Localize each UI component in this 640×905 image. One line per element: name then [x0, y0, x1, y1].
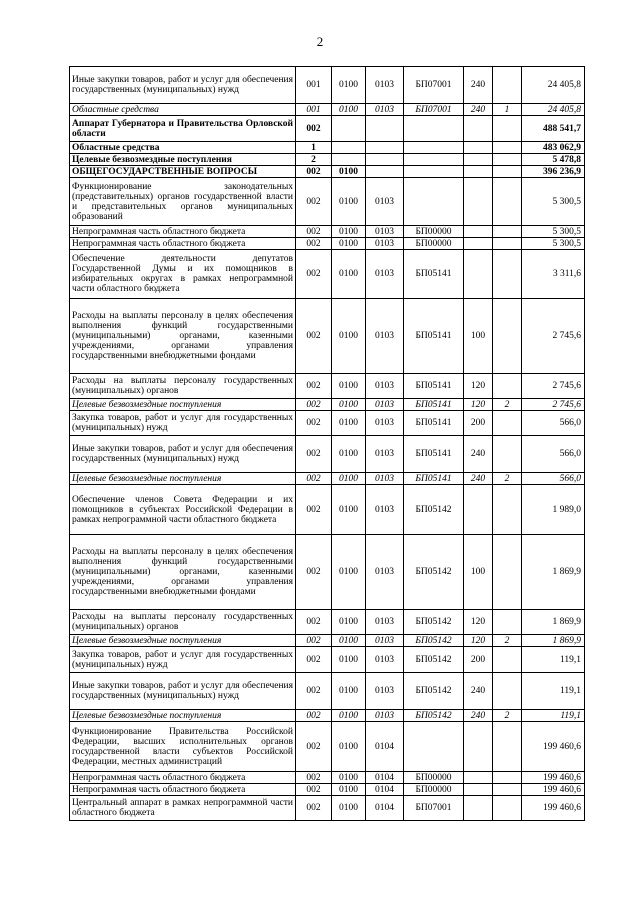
cell-admin: 002: [296, 473, 332, 485]
cell-section: 0100: [332, 238, 366, 250]
cell-source: 2: [493, 399, 522, 411]
cell-section: 0100: [332, 374, 366, 399]
cell-amount: 483 062,9: [522, 142, 585, 154]
cell-target: БП05142: [404, 635, 464, 647]
cell-name: Целевые безвозмездные поступления: [70, 635, 296, 647]
cell-section: 0100: [332, 535, 366, 610]
cell-expense-type: 120: [464, 399, 493, 411]
cell-admin: 002: [296, 647, 332, 673]
cell-name: Областные средства: [70, 142, 296, 154]
cell-amount: 119,1: [522, 710, 585, 722]
cell-amount: 3 311,6: [522, 250, 585, 299]
cell-admin: 002: [296, 772, 332, 784]
cell-amount: 488 541,7: [522, 116, 585, 142]
cell-amount: 119,1: [522, 647, 585, 673]
cell-admin: 002: [296, 784, 332, 796]
cell-subsection: 0103: [366, 535, 404, 610]
cell-expense-type: 240: [464, 436, 493, 473]
table-row: [70, 250, 585, 299]
cell-expense-type: 240: [464, 104, 493, 116]
cell-name: Обеспечение членов Совета Федерации и их помощников в субъектах Российской Федерации в рамках непрограммной части областного бюджета: [70, 485, 296, 535]
cell-source: [493, 154, 522, 166]
cell-target: БП05142: [404, 535, 464, 610]
cell-target: БП05142: [404, 485, 464, 535]
cell-target: БП00000: [404, 772, 464, 784]
table-row: [70, 784, 585, 796]
cell-admin: 001: [296, 104, 332, 116]
table-row: [70, 647, 585, 673]
cell-target: БП07001: [404, 104, 464, 116]
cell-section: 0100: [332, 166, 366, 178]
cell-amount: 566,0: [522, 411, 585, 436]
cell-subsection: 0103: [366, 67, 404, 104]
cell-subsection: 0104: [366, 796, 404, 821]
cell-subsection: 0103: [366, 710, 404, 722]
table-row: [70, 116, 585, 142]
cell-admin: 2: [296, 154, 332, 166]
cell-subsection: 0103: [366, 647, 404, 673]
cell-subsection: [366, 116, 404, 142]
cell-subsection: 0103: [366, 104, 404, 116]
cell-subsection: 0103: [366, 374, 404, 399]
cell-section: [332, 142, 366, 154]
cell-admin: 002: [296, 238, 332, 250]
cell-amount: 5 300,5: [522, 226, 585, 238]
cell-target: БП00000: [404, 238, 464, 250]
cell-admin: 002: [296, 116, 332, 142]
table-row: [70, 436, 585, 473]
cell-source: 2: [493, 710, 522, 722]
cell-target: БП07001: [404, 67, 464, 104]
cell-target: БП05141: [404, 399, 464, 411]
cell-subsection: [366, 154, 404, 166]
cell-name: Функционирование законодательных (представительных) органов государственной власти и представительных органов муниципальных образований: [70, 178, 296, 226]
cell-amount: 566,0: [522, 473, 585, 485]
cell-target: [404, 154, 464, 166]
cell-subsection: 0103: [366, 436, 404, 473]
cell-section: 0100: [332, 250, 366, 299]
cell-name: Закупка товаров, работ и услуг для государственных (муниципальных) нужд: [70, 647, 296, 673]
cell-admin: 002: [296, 796, 332, 821]
cell-admin: 002: [296, 610, 332, 635]
cell-source: [493, 299, 522, 374]
cell-source: [493, 178, 522, 226]
cell-expense-type: [464, 722, 493, 772]
cell-section: 0100: [332, 411, 366, 436]
table-row: [70, 710, 585, 722]
cell-target: БП00000: [404, 784, 464, 796]
cell-source: 2: [493, 473, 522, 485]
cell-name: ОБЩЕГОСУДАРСТВЕННЫЕ ВОПРОСЫ: [70, 166, 296, 178]
cell-target: БП05141: [404, 250, 464, 299]
cell-target: БП00000: [404, 226, 464, 238]
cell-subsection: 0103: [366, 178, 404, 226]
cell-source: [493, 796, 522, 821]
cell-subsection: 0103: [366, 411, 404, 436]
table-row: [70, 226, 585, 238]
cell-section: [332, 154, 366, 166]
cell-source: [493, 226, 522, 238]
cell-amount: 2 745,6: [522, 399, 585, 411]
cell-expense-type: [464, 772, 493, 784]
cell-section: 0100: [332, 722, 366, 772]
cell-expense-type: 100: [464, 535, 493, 610]
table-body: [70, 67, 585, 821]
cell-subsection: 0103: [366, 673, 404, 710]
cell-name: Целевые безвозмездные поступления: [70, 154, 296, 166]
cell-section: 0100: [332, 226, 366, 238]
cell-section: 0100: [332, 436, 366, 473]
table-row: [70, 154, 585, 166]
cell-target: БП05142: [404, 610, 464, 635]
cell-amount: 24 405,8: [522, 67, 585, 104]
cell-amount: 1 869,9: [522, 635, 585, 647]
table-row: [70, 411, 585, 436]
cell-source: [493, 485, 522, 535]
cell-source: [493, 647, 522, 673]
table-row: [70, 399, 585, 411]
cell-admin: 002: [296, 673, 332, 710]
cell-name: Иные закупки товаров, работ и услуг для обеспечения государственных (муниципальных) нужд: [70, 673, 296, 710]
cell-subsection: [366, 166, 404, 178]
cell-source: [493, 250, 522, 299]
cell-source: [493, 411, 522, 436]
cell-name: Иные закупки товаров, работ и услуг для обеспечения государственных (муниципальных) нужд: [70, 436, 296, 473]
cell-source: [493, 238, 522, 250]
cell-admin: 1: [296, 142, 332, 154]
cell-amount: 1 869,9: [522, 535, 585, 610]
table-row: [70, 535, 585, 610]
cell-source: [493, 166, 522, 178]
cell-name: Непрограммная часть областного бюджета: [70, 226, 296, 238]
cell-source: [493, 772, 522, 784]
cell-expense-type: [464, 142, 493, 154]
cell-section: 0100: [332, 473, 366, 485]
cell-amount: 1 989,0: [522, 485, 585, 535]
cell-subsection: 0103: [366, 635, 404, 647]
table-row: [70, 772, 585, 784]
cell-name: Целевые безвозмездные поступления: [70, 473, 296, 485]
cell-expense-type: 240: [464, 473, 493, 485]
cell-admin: 002: [296, 226, 332, 238]
cell-expense-type: 240: [464, 67, 493, 104]
cell-section: 0100: [332, 67, 366, 104]
table-row: [70, 166, 585, 178]
cell-admin: 002: [296, 635, 332, 647]
cell-expense-type: 120: [464, 635, 493, 647]
cell-source: [493, 67, 522, 104]
cell-target: [404, 142, 464, 154]
table-row: [70, 796, 585, 821]
cell-target: БП05141: [404, 299, 464, 374]
cell-admin: 002: [296, 166, 332, 178]
cell-section: 0100: [332, 673, 366, 710]
table-row: [70, 299, 585, 374]
cell-source: 1: [493, 104, 522, 116]
table-row: [70, 485, 585, 535]
cell-amount: 199 460,6: [522, 796, 585, 821]
cell-section: 0100: [332, 796, 366, 821]
cell-name: Непрограммная часть областного бюджета: [70, 784, 296, 796]
cell-name: Областные средства: [70, 104, 296, 116]
cell-expense-type: 120: [464, 374, 493, 399]
cell-amount: 5 300,5: [522, 178, 585, 226]
cell-expense-type: [464, 166, 493, 178]
cell-section: 0100: [332, 610, 366, 635]
cell-expense-type: [464, 784, 493, 796]
cell-name: Обеспечение деятельности депутатов Государственной Думы и их помощников в избирательных округах в рамках непрограммной части областного бюджета: [70, 250, 296, 299]
cell-name: Расходы на выплаты персоналу государственных (муниципальных) органов: [70, 374, 296, 399]
cell-subsection: 0103: [366, 399, 404, 411]
cell-expense-type: 200: [464, 411, 493, 436]
cell-subsection: 0104: [366, 772, 404, 784]
cell-subsection: 0103: [366, 238, 404, 250]
table-row: [70, 673, 585, 710]
cell-subsection: 0103: [366, 299, 404, 374]
cell-section: 0100: [332, 647, 366, 673]
cell-section: 0100: [332, 710, 366, 722]
cell-admin: 002: [296, 374, 332, 399]
cell-source: [493, 610, 522, 635]
cell-admin: 002: [296, 178, 332, 226]
cell-source: [493, 436, 522, 473]
cell-admin: 002: [296, 299, 332, 374]
cell-expense-type: [464, 226, 493, 238]
table-row: [70, 142, 585, 154]
cell-name: Расходы на выплаты персоналу государственных (муниципальных) органов: [70, 610, 296, 635]
cell-expense-type: [464, 178, 493, 226]
cell-name: Непрограммная часть областного бюджета: [70, 238, 296, 250]
cell-admin: 002: [296, 710, 332, 722]
cell-amount: 24 405,8: [522, 104, 585, 116]
table-row: [70, 238, 585, 250]
cell-subsection: 0103: [366, 485, 404, 535]
cell-source: [493, 722, 522, 772]
cell-amount: 566,0: [522, 436, 585, 473]
cell-section: 0100: [332, 399, 366, 411]
cell-expense-type: 200: [464, 647, 493, 673]
cell-expense-type: [464, 116, 493, 142]
cell-expense-type: 120: [464, 610, 493, 635]
cell-section: 0100: [332, 485, 366, 535]
cell-subsection: 0103: [366, 250, 404, 299]
cell-admin: 002: [296, 722, 332, 772]
cell-admin: 001: [296, 67, 332, 104]
cell-target: [404, 166, 464, 178]
cell-amount: 199 460,6: [522, 784, 585, 796]
cell-name: Расходы на выплаты персоналу в целях обеспечения выполнения функций государственными (муниципальными) органами, казенными учреждениями, органами управления государственными внебюджетными фондами: [70, 535, 296, 610]
cell-target: БП05141: [404, 473, 464, 485]
cell-subsection: 0103: [366, 473, 404, 485]
cell-expense-type: [464, 238, 493, 250]
table-row: [70, 178, 585, 226]
cell-section: 0100: [332, 784, 366, 796]
table-row: [70, 67, 585, 104]
cell-subsection: [366, 142, 404, 154]
cell-admin: 002: [296, 485, 332, 535]
cell-target: БП05141: [404, 374, 464, 399]
cell-expense-type: 100: [464, 299, 493, 374]
cell-source: [493, 374, 522, 399]
cell-target: БП05141: [404, 436, 464, 473]
cell-section: 0100: [332, 104, 366, 116]
cell-expense-type: [464, 250, 493, 299]
table-row: [70, 374, 585, 399]
cell-section: 0100: [332, 178, 366, 226]
cell-amount: 5 300,5: [522, 238, 585, 250]
cell-target: БП05141: [404, 411, 464, 436]
cell-admin: 002: [296, 399, 332, 411]
cell-name: Целевые безвозмездные поступления: [70, 710, 296, 722]
cell-name: Закупка товаров, работ и услуг для государственных (муниципальных) нужд: [70, 411, 296, 436]
page-number: 2: [316, 34, 324, 49]
cell-section: 0100: [332, 299, 366, 374]
cell-expense-type: [464, 796, 493, 821]
cell-target: БП07001: [404, 796, 464, 821]
cell-target: [404, 178, 464, 226]
cell-expense-type: 240: [464, 710, 493, 722]
table-row: [70, 473, 585, 485]
cell-amount: 199 460,6: [522, 722, 585, 772]
cell-admin: 002: [296, 411, 332, 436]
cell-subsection: 0104: [366, 784, 404, 796]
cell-name: Аппарат Губернатора и Правительства Орловской области: [70, 116, 296, 142]
cell-name: Целевые безвозмездные поступления: [70, 399, 296, 411]
cell-name: Непрограммная часть областного бюджета: [70, 772, 296, 784]
cell-amount: 5 478,8: [522, 154, 585, 166]
cell-admin: 002: [296, 250, 332, 299]
cell-target: [404, 116, 464, 142]
cell-source: [493, 116, 522, 142]
table-row: [70, 722, 585, 772]
cell-name: Расходы на выплаты персоналу в целях обеспечения выполнения функций государственными (муниципальными) органами, казенными учреждениями, органами управления государственными внебюджетными фондами: [70, 299, 296, 374]
cell-expense-type: 240: [464, 673, 493, 710]
cell-source: 2: [493, 635, 522, 647]
cell-subsection: 0103: [366, 226, 404, 238]
cell-source: [493, 142, 522, 154]
cell-section: 0100: [332, 772, 366, 784]
cell-subsection: 0103: [366, 610, 404, 635]
cell-section: [332, 116, 366, 142]
cell-name: Функционирование Правительства Российской Федерации, высших исполнительных органов государственной власти субъектов Российской Федерации, местных администраций: [70, 722, 296, 772]
cell-name: Иные закупки товаров, работ и услуг для обеспечения государственных (муниципальных) нужд: [70, 67, 296, 104]
cell-admin: 002: [296, 535, 332, 610]
cell-source: [493, 535, 522, 610]
cell-amount: 199 460,6: [522, 772, 585, 784]
budget-table: [69, 66, 585, 821]
cell-amount: 2 745,6: [522, 374, 585, 399]
cell-amount: 1 869,9: [522, 610, 585, 635]
table-row: [70, 104, 585, 116]
cell-target: БП05142: [404, 647, 464, 673]
cell-target: [404, 722, 464, 772]
cell-amount: 396 236,9: [522, 166, 585, 178]
cell-target: БП05142: [404, 673, 464, 710]
cell-expense-type: [464, 154, 493, 166]
cell-subsection: 0104: [366, 722, 404, 772]
cell-amount: 2 745,6: [522, 299, 585, 374]
cell-amount: 119,1: [522, 673, 585, 710]
cell-source: [493, 673, 522, 710]
cell-expense-type: [464, 485, 493, 535]
table-row: [70, 610, 585, 635]
table-row: [70, 635, 585, 647]
cell-name: Центральный аппарат в рамках непрограммной части областного бюджета: [70, 796, 296, 821]
cell-source: [493, 784, 522, 796]
cell-section: 0100: [332, 635, 366, 647]
cell-target: БП05142: [404, 710, 464, 722]
cell-admin: 002: [296, 436, 332, 473]
